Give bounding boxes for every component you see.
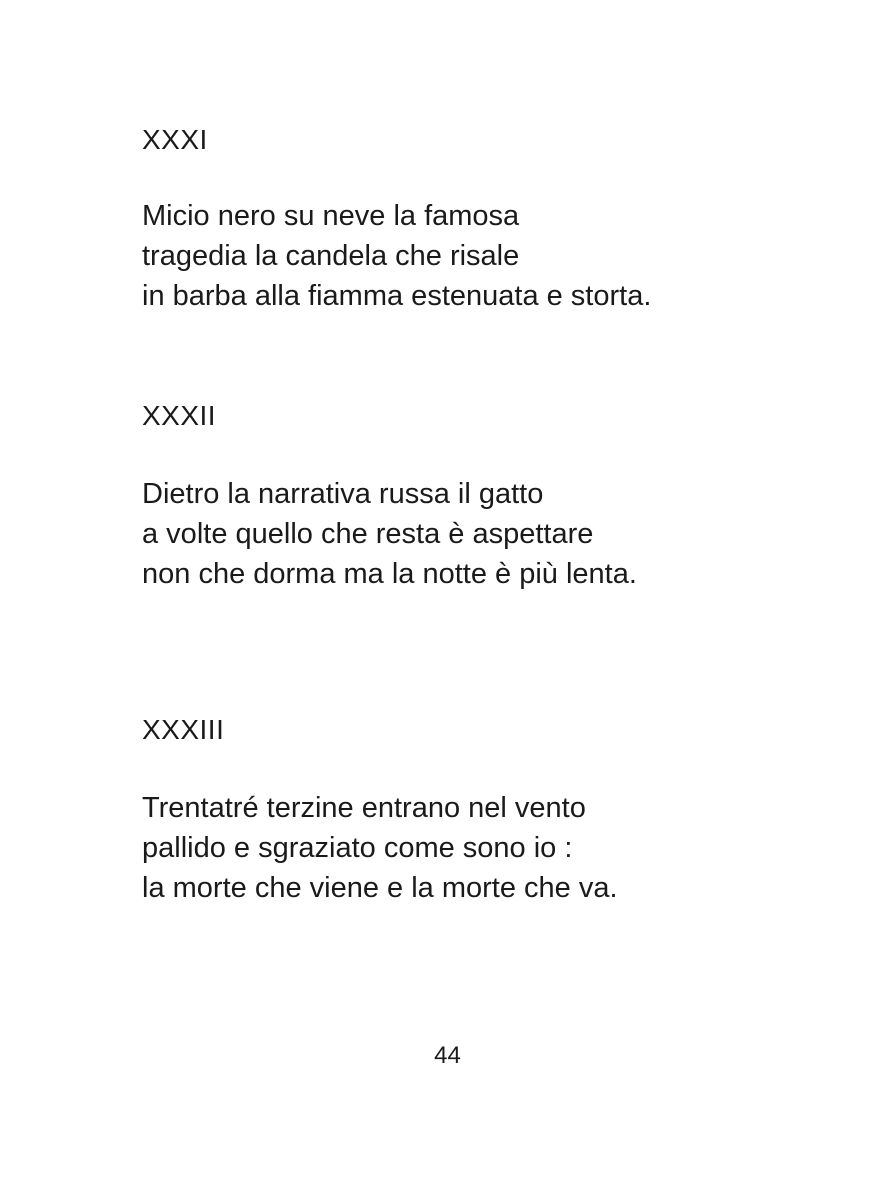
verse-line: pallido e sgraziato come sono io : (142, 832, 573, 864)
verse-line: a volte quello che resta è aspettare (142, 518, 594, 550)
page-number: 44 (434, 1042, 461, 1069)
verse-line: Trentatré terzine entrano nel vento (142, 792, 586, 824)
poem-heading-xxxiii: XXXIII (142, 714, 225, 745)
verse-line: in barba alla fiamma estenuata e storta. (142, 280, 652, 312)
poem-heading-xxxi: XXXI (142, 124, 208, 155)
verse-line: la morte che viene e la morte che va. (142, 872, 618, 904)
verse-line: non che dorma ma la notte è più lenta. (142, 558, 637, 590)
verse-line: Dietro la narrativa russa il gatto (142, 478, 544, 510)
poem-stanza-xxxii (142, 474, 637, 594)
poem-stanza-xxxi (142, 196, 651, 316)
verse-line: Micio nero su neve la famosa (142, 200, 520, 232)
poem-stanza-xxxiii (142, 788, 618, 908)
verse-line: tragedia la candela che risale (142, 240, 520, 272)
poem-heading-xxxii: XXXII (142, 400, 217, 431)
